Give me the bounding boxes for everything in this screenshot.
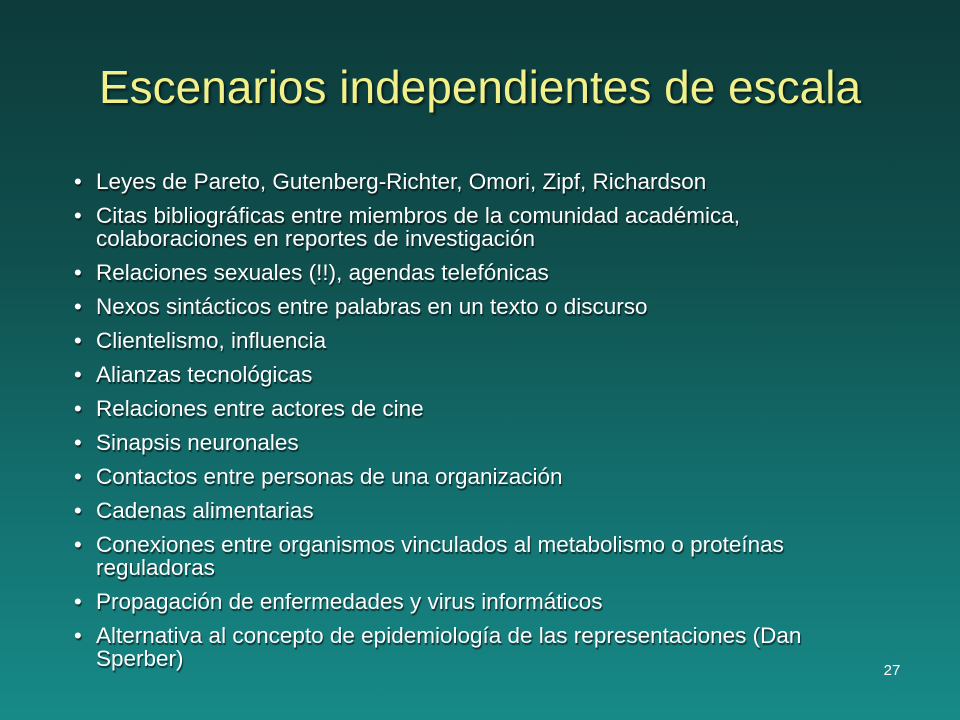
- bullet-item: [72, 590, 892, 613]
- bullet-icon: •: [74, 464, 82, 489]
- slide-title: Escenarios independientes de escala: [98, 61, 862, 113]
- bullet-text: Cadenas alimentarias: [96, 498, 314, 523]
- bullet-icon: •: [74, 169, 82, 194]
- bullet-icon: •: [74, 260, 82, 285]
- bullet-text: Conexiones entre organismos vinculados al metabolismo o proteínas reguladoras: [96, 532, 784, 580]
- bullet-icon: •: [74, 396, 82, 421]
- page-number: 27: [883, 662, 901, 679]
- bullet-item: [72, 397, 892, 420]
- bullet-icon: •: [74, 498, 82, 523]
- bullet-text: Relaciones entre actores de cine: [96, 396, 424, 421]
- bullet-text: Contactos entre personas de una organización: [96, 464, 563, 489]
- bullet-item: [72, 261, 892, 284]
- bullet-item: [72, 329, 892, 352]
- bullet-item: [72, 204, 892, 250]
- bullet-item: [72, 624, 892, 670]
- bullet-text: Alternativa al concepto de epidemiología de las representaciones (Dan Sperber): [96, 623, 802, 671]
- bullet-text: Clientelismo, influencia: [96, 328, 327, 353]
- bullet-item: [72, 499, 892, 522]
- bullet-item: [72, 295, 892, 318]
- bullet-text: Leyes de Pareto, Gutenberg-Richter, Omori, Zipf, Richardson: [96, 169, 707, 194]
- bullet-text: Nexos sintácticos entre palabras en un texto o discurso: [96, 294, 648, 319]
- bullet-text: Alianzas tecnológicas: [96, 362, 313, 387]
- bullet-item: [72, 363, 892, 386]
- bullet-icon: •: [74, 589, 82, 614]
- bullet-icon: •: [74, 623, 82, 648]
- bullet-icon: •: [74, 203, 82, 228]
- bullet-text: Propagación de enfermedades y virus informáticos: [96, 589, 603, 614]
- bullet-item: [72, 170, 892, 193]
- bullet-icon: •: [74, 328, 82, 353]
- bullet-icon: •: [74, 532, 82, 557]
- bullet-text: Relaciones sexuales (!!), agendas telefónicas: [96, 260, 549, 285]
- bullet-icon: •: [74, 362, 82, 387]
- bullet-list: [72, 170, 892, 681]
- bullet-text: Citas bibliográficas entre miembros de la comunidad académica, colaboraciones en reportes de investigación: [96, 203, 741, 251]
- bullet-item: [72, 465, 892, 488]
- bullet-item: [72, 533, 892, 579]
- bullet-text: Sinapsis neuronales: [96, 430, 299, 455]
- bullet-item: [72, 431, 892, 454]
- bullet-icon: •: [74, 430, 82, 455]
- bullet-icon: •: [74, 294, 82, 319]
